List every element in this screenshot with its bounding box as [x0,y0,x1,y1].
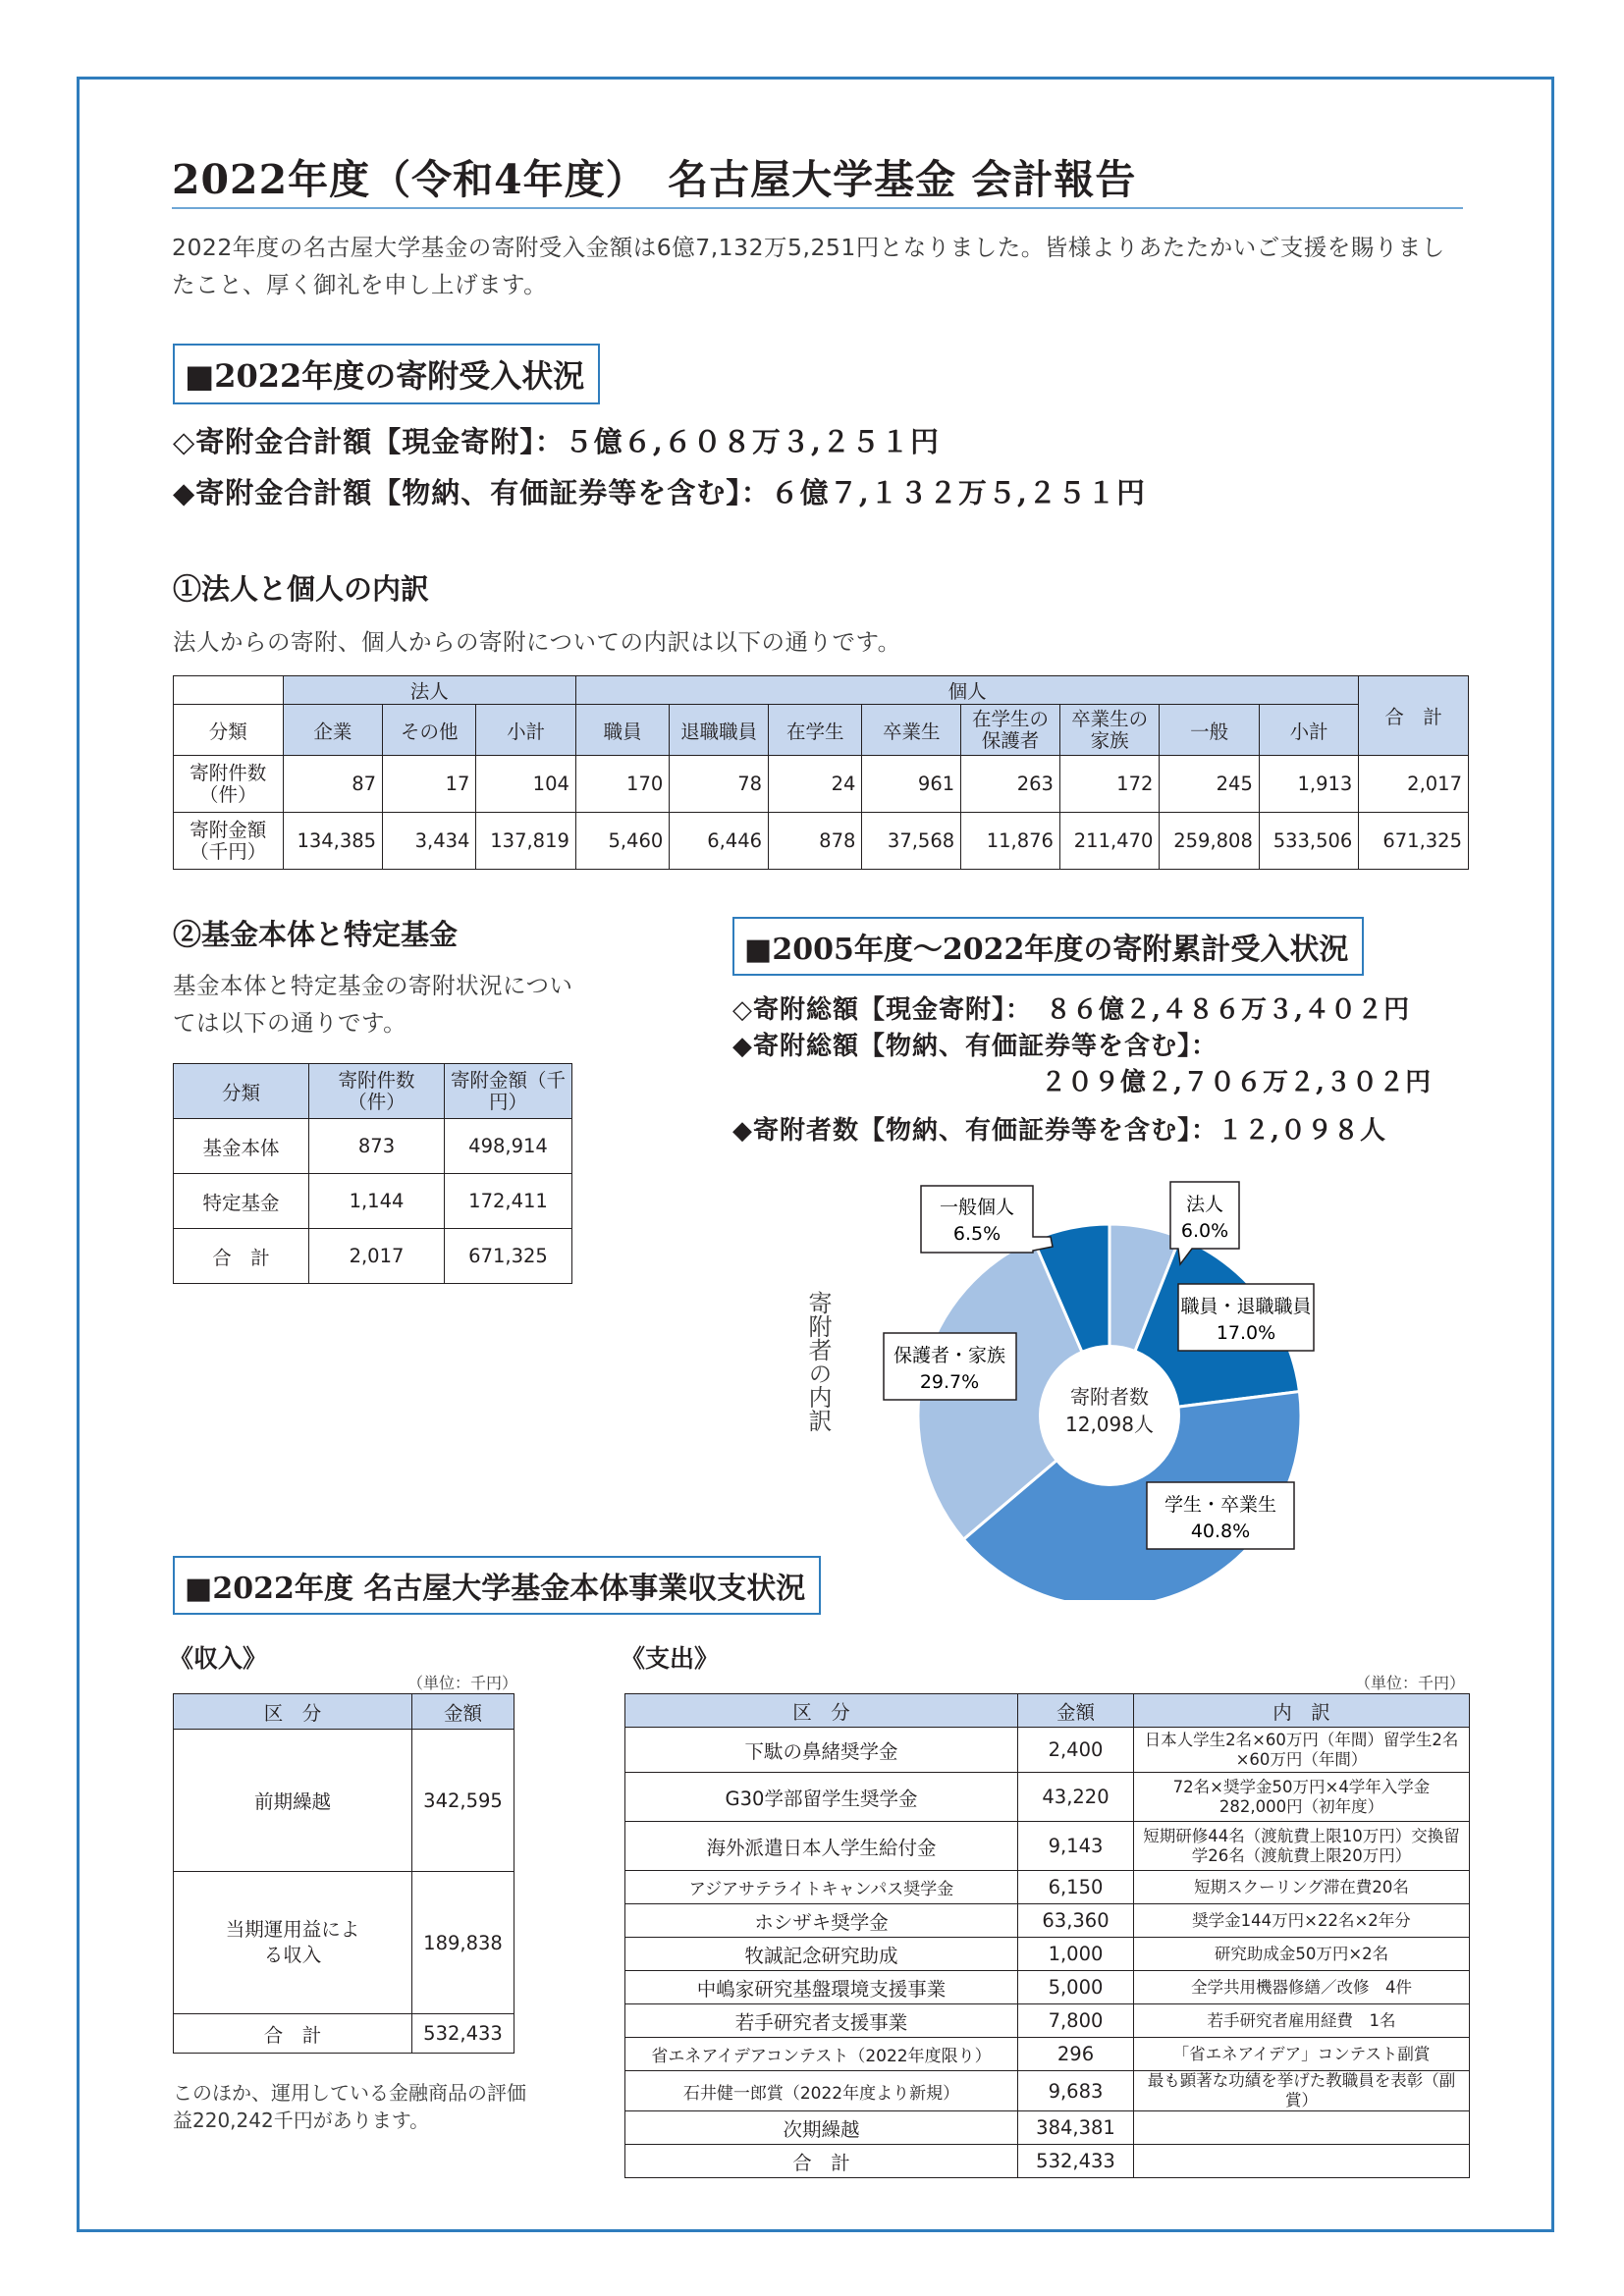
expense-amount: 7,800 [1018,2004,1134,2038]
slice-label: 職員・退職職員 [1180,1296,1312,1317]
col-header: 寄附件数（件） [309,1064,445,1119]
cell: 基金本体 [174,1119,309,1174]
col-header: 企業 [283,705,382,756]
expense-item: 牧誠記念研究助成 [625,1938,1018,1971]
cell: 873 [309,1119,445,1174]
cell: 3,434 [383,813,476,870]
fund-breakdown-table [173,1063,572,1284]
table-row [625,1822,1470,1871]
expense-detail: 短期研修44名（渡航費上限10万円）交換留学26名（渡航費上限20万円） [1134,1822,1470,1871]
cell: 532,433 [412,2014,514,2054]
col-header: 金額 [1018,1694,1134,1728]
cell: 2,017 [309,1229,445,1284]
cell: 1,913 [1259,756,1358,813]
pie-center-label: 寄附者数 [1070,1385,1149,1409]
income-label: 《収入》 [169,1644,268,1673]
table-row [625,2004,1470,2038]
expense-amount: 296 [1018,2038,1134,2071]
cell: 87 [283,756,382,813]
table-row [174,1119,572,1174]
slice-value: 17.0% [1216,1322,1276,1344]
expense-amount: 6,150 [1018,1871,1134,1904]
table-row [174,1872,514,2014]
table-row [625,1971,1470,2004]
expense-item: G30学部留学生奨学金 [625,1773,1018,1822]
group-header-houjin: 法人 [283,676,575,705]
col-header: 在学生 [769,705,862,756]
col-header: 小計 [1259,705,1358,756]
cell: 533,506 [1259,813,1358,870]
col-header-total: 合 計 [1359,676,1469,756]
expense-amount: 9,143 [1018,1822,1134,1871]
fund-breakdown-note: 基金本体と特定基金の寄附状況については以下の通りです。 [173,972,573,1037]
corporate-individual-note: 法人からの寄附、個人からの寄附についての内訳は以下の通りです。 [173,628,901,656]
expense-item: 海外派遣日本人学生給付金 [625,1822,1018,1871]
table-row [625,2038,1470,2071]
cell: 合 計 [174,1229,309,1284]
chart-side-label: 寄附者の内訳 [804,1291,832,1432]
table-row [625,2071,1470,2111]
col-header: 分類 [174,1064,309,1119]
pie-center-value: 12,098人 [1065,1413,1154,1436]
col-header: 区 分 [625,1694,1018,1728]
table-row [625,2145,1470,2178]
cell: 532,433 [1018,2145,1134,2178]
row-label: 寄附件数（件） [174,756,284,813]
donor-breakdown-pie-chart [864,1168,1316,1600]
cell: 37,568 [862,813,961,870]
expense-amount: 9,683 [1018,2071,1134,2111]
expense-amount: 5,000 [1018,1971,1134,2004]
expense-detail: 72名×奨学金50万円×4学年入学金282,000円（初年度） [1134,1773,1470,1822]
expense-amount: 63,360 [1018,1904,1134,1938]
col-header: 一般 [1160,705,1259,756]
cumulative-cash-total: ◇寄附総額【現金寄附】： ８６億２,４８６万３,４０２円 [732,995,1411,1025]
all-donation-total: ◆寄附金合計額【物納、有価証券等を含む】：６億７,１３２万５,２５１円 [173,476,1146,509]
subheading-corporate-individual: ①法人と個人の内訳 [173,572,430,606]
cell: 245 [1160,756,1259,813]
cell: 1,144 [309,1174,445,1229]
cell: 671,325 [1359,813,1469,870]
col-header: 退職職員 [670,705,769,756]
expense-detail: 最も顕著な功績を挙げた教職員を表彰（副賞） [1134,2071,1470,2111]
expense-unit: （単位：千円） [1355,1674,1466,1692]
col-header: 区 分 [174,1694,412,1730]
slice-value: 40.8% [1190,1521,1251,1542]
slice-value: 29.7% [919,1371,980,1393]
expense-detail: 日本人学生2名×60万円（年間）留学生2名×60万円（年間） [1134,1728,1470,1773]
col-header: 内 訳 [1134,1694,1470,1728]
cell: 特定基金 [174,1174,309,1229]
expense-detail [1134,2111,1470,2145]
expense-detail: 「省エネアイデア」コンテスト副賞 [1134,2038,1470,2071]
expense-detail: 全学共用機器修繕／改修 4件 [1134,1971,1470,2004]
cumulative-donor-count: ◆寄附者数【物納、有価証券等を含む】：１２,０９８人 [732,1116,1387,1146]
group-header-kojin: 個人 [575,676,1358,705]
cumulative-all-total-label: ◆寄附総額【物納、有価証券等を含む】： [732,1032,1218,1061]
cell: 878 [769,813,862,870]
expense-amount: 1,000 [1018,1938,1134,1971]
slice-label: 保護者・家族 [893,1345,1006,1366]
col-header: 小計 [476,705,575,756]
expense-item: 中嶋家研究基盤環境支援事業 [625,1971,1018,2004]
cell: 498,914 [445,1119,572,1174]
expense-detail: 奨学金144万円×22名×2年分 [1134,1904,1470,1938]
col-header: 職員 [575,705,669,756]
cell: 当期運用益による収入 [174,1872,412,2014]
expense-amount: 43,220 [1018,1773,1134,1822]
slice-label: 学生・卒業生 [1164,1494,1277,1516]
page-title: 2022年度（令和4年度） 名古屋大学基金 会計報告 [172,156,1137,203]
cell: 2,017 [1359,756,1469,813]
expense-amount: 384,381 [1018,2111,1134,2145]
cell: 11,876 [961,813,1060,870]
col-header: 在学生の保護者 [961,705,1060,756]
col-header: その他 [383,705,476,756]
table-row [625,1871,1470,1904]
col-header: 卒業生 [862,705,961,756]
table-row [174,756,1469,813]
income-unit: （単位：千円） [407,1674,518,1692]
cell: 671,325 [445,1229,572,1284]
cell: 172,411 [445,1174,572,1229]
expense-item: ホシザキ奨学金 [625,1904,1018,1938]
expense-item: 石井健一郎賞（2022年度より新規） [625,2071,1018,2111]
income-note: このほか、運用している金融商品の評価益220,242千円があります。 [173,2081,526,2132]
section-heading-income-expense: ■2022年度 名古屋大学基金本体事業収支状況 [173,1556,821,1615]
expense-detail: 若手研究者雇用経費 1名 [1134,2004,1470,2038]
title-divider [172,207,1463,209]
cell: 104 [476,756,575,813]
expense-item: 次期繰越 [625,2111,1018,2145]
col-header: 卒業生の家族 [1059,705,1159,756]
table-row [625,2111,1470,2145]
table-row [625,1938,1470,1971]
col-header-bunrui: 分類 [174,705,284,756]
cell: 前期繰越 [174,1730,412,1872]
cell: 172 [1059,756,1159,813]
cell: 189,838 [412,1872,514,2014]
intro-text: 2022年度の名古屋大学基金の寄附受入金額は6億7,132万5,251円となりました。皆様よりあたたかいご支援を賜りましたこと、厚く御礼を申し上げます。 [172,234,1445,298]
table-row [174,1730,514,1872]
cell: 78 [670,756,769,813]
cell: 263 [961,756,1060,813]
table-row [174,1174,572,1229]
table-row [625,1728,1470,1773]
expense-table [624,1693,1470,2178]
income-table [173,1693,514,2054]
expense-item: アジアサテライトキャンパス奨学金 [625,1871,1018,1904]
cell: 合 計 [625,2145,1018,2178]
cell [1134,2145,1470,2178]
slice-value: 6.0% [1180,1220,1229,1242]
cell: 134,385 [283,813,382,870]
cell: 961 [862,756,961,813]
cell: 17 [383,756,476,813]
section-heading-donations-2022: ■2022年度の寄附受入状況 [173,344,600,404]
table-row [625,1773,1470,1822]
cash-donation-total: ◇寄附金合計額【現金寄附】：５億６,６０８万３,２５１円 [173,425,940,458]
expense-item: 若手研究者支援事業 [625,2004,1018,2038]
cell: 259,808 [1160,813,1259,870]
expense-amount: 2,400 [1018,1728,1134,1773]
cell: 211,470 [1059,813,1159,870]
cell: 137,819 [476,813,575,870]
col-header: 寄附金額（千円） [445,1064,572,1119]
subheading-fund-breakdown: ②基金本体と特定基金 [173,918,459,951]
table-row [174,2014,514,2054]
slice-label: 一般個人 [939,1197,1015,1218]
cumulative-all-total-value: ２０９億２,７０６万２,３０２円 [1041,1068,1433,1097]
cell: 170 [575,756,669,813]
table-row [174,1229,572,1284]
cell: 342,595 [412,1730,514,1872]
cell: 6,446 [670,813,769,870]
table-row [174,813,1469,870]
col-header: 金額 [412,1694,514,1730]
cell: 5,460 [575,813,669,870]
slice-label: 法人 [1185,1194,1224,1215]
row-label: 寄附金額（千円） [174,813,284,870]
expense-item: 下駄の鼻緒奨学金 [625,1728,1018,1773]
expense-item: 省エネアイデアコンテスト（2022年度限り） [625,2038,1018,2071]
slice-value: 6.5% [952,1223,1001,1245]
expense-detail: 研究助成金50万円×2名 [1134,1938,1470,1971]
cell: 合 計 [174,2014,412,2054]
expense-detail: 短期スクーリング滞在費20名 [1134,1871,1470,1904]
expense-label: 《支出》 [621,1644,720,1673]
section-heading-cumulative: ■2005年度～2022年度の寄附累計受入状況 [732,917,1364,976]
corporate-individual-table [173,675,1469,870]
table-row [625,1904,1470,1938]
cell: 24 [769,756,862,813]
